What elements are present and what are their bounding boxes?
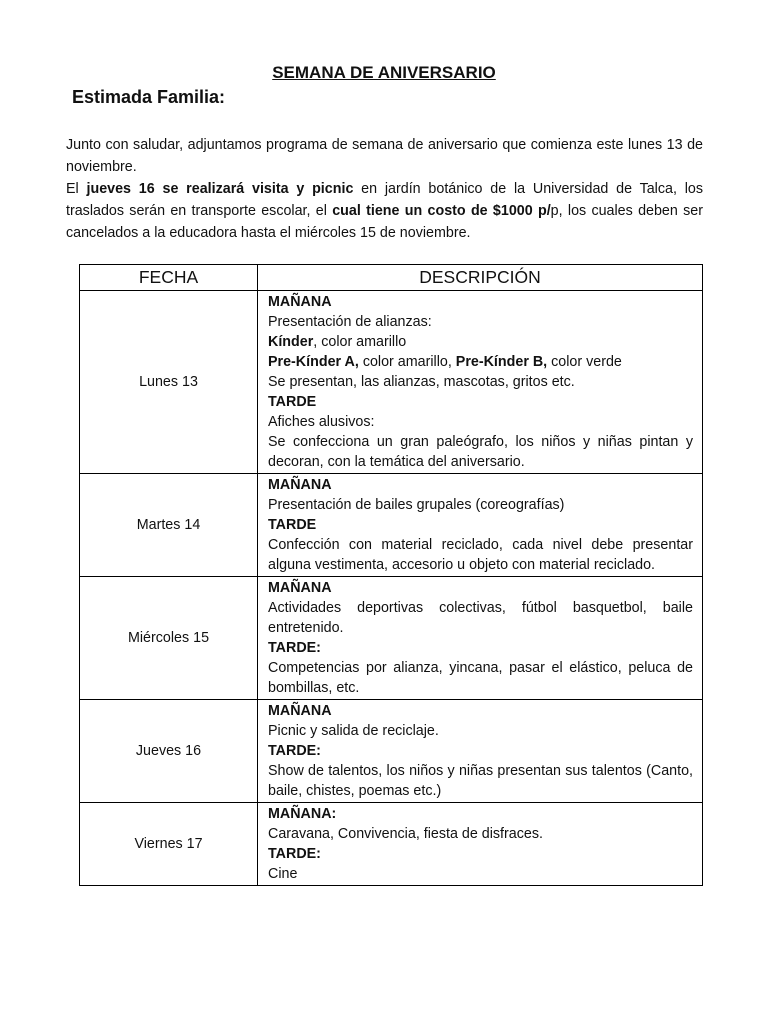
intro-text	[66, 134, 703, 244]
row-date: Jueves 16	[80, 700, 258, 803]
header-fecha: FECHA	[80, 265, 258, 291]
description-line: Picnic y salida de reciclaje.	[268, 723, 439, 739]
prekinder-b-label: Pre-Kínder B,	[455, 354, 548, 370]
morning-label: MAÑANA	[268, 580, 332, 596]
description-line: Cine	[268, 866, 298, 882]
morning-label: MAÑANA:	[268, 806, 337, 822]
afternoon-label: TARDE	[268, 394, 317, 410]
morning-label: MAÑANA	[268, 477, 332, 493]
morning-label: MAÑANA	[268, 703, 332, 719]
row-date: Miércoles 15	[80, 577, 258, 700]
row-description	[258, 700, 703, 803]
prekinder-a-color: color amarillo,	[358, 354, 452, 370]
row-description	[258, 577, 703, 700]
afternoon-label: TARDE	[268, 517, 317, 533]
row-date: Martes 14	[80, 474, 258, 577]
description-line: Caravana, Convivencia, fiesta de disfraces.	[268, 826, 543, 842]
description-line: Confección con material reciclado, cada nivel debe presentar alguna vestimenta, accesorio u objeto con material reciclado.	[268, 537, 693, 573]
description-line: Presentación de alianzas:	[268, 314, 432, 330]
afternoon-label: TARDE:	[268, 743, 321, 759]
intro-paragraph-1: Junto con saludar, adjuntamos programa de semana de aniversario que comienza este lunes 13 de noviembre.	[66, 137, 703, 175]
table-header-row	[80, 265, 703, 291]
table-row	[80, 291, 703, 474]
description-line: Competencias por alianza, yincana, pasar el elástico, peluca de bombillas, etc.	[268, 660, 693, 696]
morning-label: MAÑANA	[268, 294, 332, 310]
afternoon-label: TARDE:	[268, 846, 321, 862]
intro-paragraph-2	[66, 178, 703, 244]
intro-p2-start: El	[66, 181, 87, 197]
description-line	[268, 352, 693, 372]
description-line: Actividades deportivas colectivas, fútbol basquetbol, baile entretenido.	[268, 600, 693, 636]
description-line: Presentación de bailes grupales (coreografías)	[268, 497, 565, 513]
row-description	[258, 291, 703, 474]
description-line: Show de talentos, los niños y niñas presentan sus talentos (Canto, baile, chistes, poemas etc.)	[268, 763, 693, 799]
row-date: Viernes 17	[80, 803, 258, 886]
table-row	[80, 474, 703, 577]
description-line: Se confecciona un gran paleógrafo, los niños y niñas pintan y decoran, con la temática del aniversario.	[268, 434, 693, 470]
table-row	[80, 577, 703, 700]
afternoon-label: TARDE:	[268, 640, 321, 656]
prekinder-b-color: color verde	[547, 354, 622, 370]
description-line	[268, 332, 693, 352]
table-row	[80, 700, 703, 803]
header-descripcion: DESCRIPCIÓN	[258, 265, 703, 291]
row-description	[258, 474, 703, 577]
description-line: Se presentan, las alianzas, mascotas, gritos etc.	[268, 374, 575, 390]
table-row	[80, 803, 703, 886]
cost-highlight: cual tiene un costo de $1000 p/	[332, 203, 551, 219]
intro-p2-end: p, los cuales deben ser cancelados a la educadora hasta el miércoles 15 de noviembre.	[66, 203, 703, 241]
page-title: SEMANA DE ANIVERSARIO	[272, 63, 496, 82]
row-description	[258, 803, 703, 886]
intro-p2-middle: en jardín botánico de la Universidad de Talca, los traslados serán en transporte escolar, el	[66, 181, 703, 219]
kinder-label: Kínder	[268, 334, 314, 350]
description-line: Afiches alusivos:	[268, 414, 375, 430]
greeting: Estimada Familia:	[72, 87, 226, 107]
picnic-highlight: jueves 16 se realizará visita y picnic	[86, 181, 354, 197]
prekinder-a-label: Pre-Kínder A,	[268, 354, 359, 370]
row-date: Lunes 13	[80, 291, 258, 474]
kinder-color: , color amarillo	[313, 334, 407, 350]
schedule-table	[79, 264, 703, 886]
